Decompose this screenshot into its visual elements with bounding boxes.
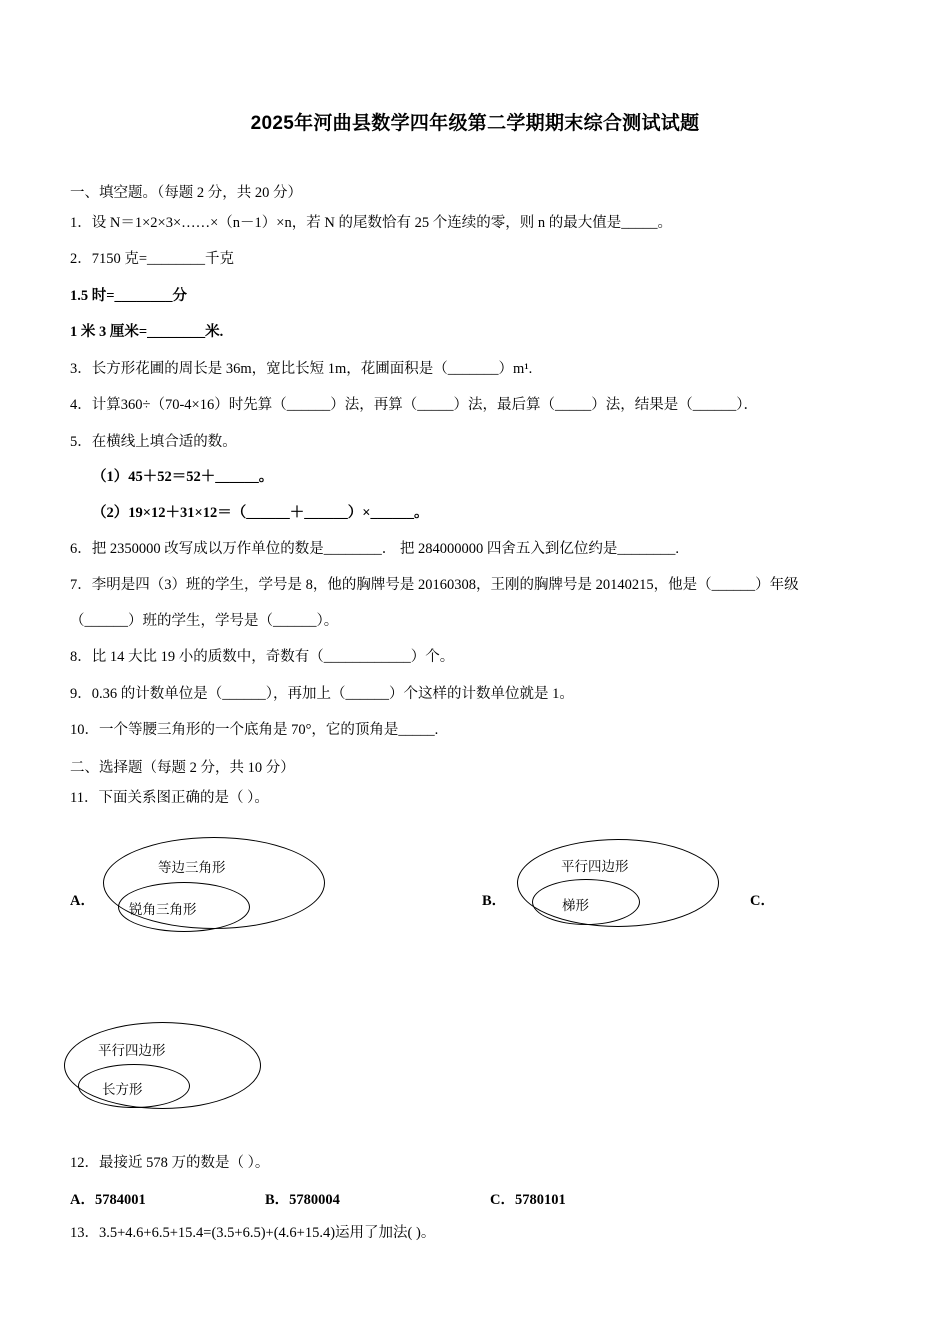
question-11-options-row-2 (70, 1012, 880, 1152)
option-b-label[interactable]: B． (482, 893, 507, 909)
question-5-2: （2）19×12＋31×12＝（______＋______）×______。 (92, 504, 429, 521)
question-1: 1．设 N＝1×2×3×……×（n－1）×n，若 N 的尾数恰有 25 个连续的零，则 n 的最大值是_____。 (70, 214, 672, 231)
option-c-outer-text: 平行四边形 (98, 1043, 166, 1058)
question-8: 8．比 14 大比 19 小的质数中，奇数有（____________）个。 (70, 649, 455, 666)
question-5-1: （1）45＋52＝52＋______。 (92, 469, 274, 486)
question-11: 11．下面关系图正确的是（ ）。 (70, 789, 269, 806)
question-2c: 1 米 3 厘米=________米. (70, 324, 224, 341)
question-7: 7．李明是四（3）班的学生，学号是 8，他的胸牌号是 20160308，王刚的胸牌号是 20140215，他是（______）年级 (70, 577, 799, 594)
q12-choice-b[interactable]: B．5780004 (265, 1192, 340, 1209)
question-6: 6．把 2350000 改写成以万作单位的数是________． 把 284000000 四舍五入到亿位约是________. (70, 540, 679, 557)
question-5: 5．在横线上填合适的数。 (70, 433, 237, 450)
question-13: 13．3.5+4.6+6.5+15.4=(3.5+6.5)+(4.6+15.4)运用了加法( )。 (70, 1225, 436, 1242)
question-2b: 1.5 时=________分 (70, 287, 188, 304)
question-11-options-row-1 (70, 817, 880, 972)
question-9: 9．0.36 的计数单位是（______），再加上（______）个这样的计数单位就是 1。 (70, 685, 574, 702)
option-c-inner-text: 长方形 (102, 1082, 143, 1097)
q12-choice-a[interactable]: A．5784001 (70, 1192, 146, 1209)
option-a-outer-text: 等边三角形 (158, 860, 226, 875)
option-a-inner-text: 锐角三角形 (129, 902, 197, 917)
question-3: 3．长方形花圃的周长是 36m，宽比长短 1m，花圃面积是（_______）m¹. (70, 360, 533, 377)
option-b-inner-text: 梯形 (562, 898, 589, 913)
q12-choice-c[interactable]: C．5780101 (490, 1192, 566, 1209)
option-b-outer-text: 平行四边形 (561, 859, 629, 874)
question-7-cont: （______）班的学生，学号是（______）。 (70, 612, 339, 629)
question-12: 12．最接近 578 万的数是（ ）。 (70, 1155, 270, 1171)
page-content (70, 0, 880, 1245)
question-2: 2．7150 克=________千克 (70, 251, 235, 268)
question-10: 10．一个等腰三角形的一个底角是 70°，它的顶角是_____. (70, 722, 439, 739)
question-4: 4．计算360÷（70-4×16）时先算（______）法，再算（_____）法，最后算（_____）法，结果是（______）． (70, 397, 758, 414)
section-heading-choice: 二、选择题（每题 2 分，共 10 分） (70, 759, 295, 776)
section-heading-fill-in: 一、填空题。（每题 2 分，共 20 分） (70, 185, 302, 201)
option-a-label[interactable]: A． (70, 893, 95, 909)
option-c-label[interactable]: C． (750, 893, 775, 909)
question-12-choices (70, 1188, 880, 1214)
page-title: 2025年河曲县数学四年级第二学期期末综合测试试题 (250, 113, 700, 134)
